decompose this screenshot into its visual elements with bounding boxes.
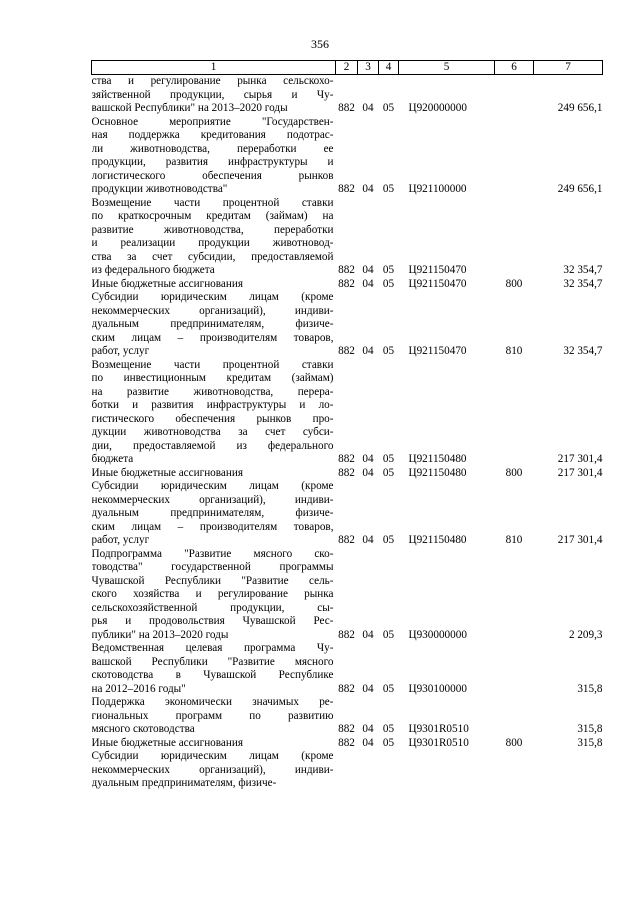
table-row [92,75,603,116]
target-article-code: Ц921150470 [408,277,467,290]
item-name-line: развитие животноводства, переработки [91,223,334,236]
section-code: 04 [362,345,374,357]
ministry-code: 882 [338,723,355,735]
subsection-code: 05 [382,628,395,641]
item-name-line: сельскохозяйственной продукции, сы- [91,601,334,614]
item-name-line: Основное мероприятие "Государствен- [91,115,334,128]
column-header: 6 [495,61,534,75]
section-code: 04 [362,183,374,195]
item-name-line: работ, услуг [91,345,150,357]
expense-type-code: 800 [505,736,523,749]
item-name-line: ботки и развития инфраструктуры и ло- [91,399,334,411]
subsection-code: 05 [382,264,395,276]
item-name-line: ским лицам – производителям товаров, [91,331,334,344]
table-row [92,291,603,359]
item-name-line: вашской Республики" на 2013–2020 годы [91,102,288,114]
section-code: 04 [362,466,374,479]
item-name-line: Возмещение части процентной ставки [91,358,334,371]
column-header: 2 [336,61,358,75]
item-name-line: Подпрограмма "Развитие мясного ско- [91,547,334,560]
ministry-code: 882 [338,628,355,641]
expense-type-code [495,696,534,737]
item-name-line: ского хозяйства и регулирование рынка [91,588,334,600]
table-row [92,197,603,278]
ministry-code: 882 [338,277,355,290]
amount: 32 354,7 [563,345,603,357]
amount: 217 301,4 [557,466,603,479]
item-name [92,278,336,292]
target-article-code: Ц930000000 [408,628,467,641]
target-article-code: Ц9301R0510 [408,736,469,749]
amount: 315,8 [577,736,603,749]
item-name-line: дукции животноводства за счет субси- [91,426,334,438]
amount: 249 656,1 [557,102,603,114]
item-name [92,750,336,791]
subsection-code [379,750,399,791]
item-name-line: логистического обеспечения рынков [91,169,334,182]
subsection-code: 05 [382,453,395,465]
subsection-code: 05 [382,102,395,114]
ministry-code: 882 [338,102,355,114]
item-name-line: дии, предоставляемой из федерального [91,439,334,452]
amount: 249 656,1 [557,183,603,195]
table-row [92,359,603,467]
column-number-header [92,61,603,75]
item-name-line: товодства" государственной программы [91,561,334,573]
table-row [92,737,603,751]
expense-type-code [495,642,534,696]
item-name-line: зяйственной продукции, сырья и Чу- [91,88,334,101]
column-header: 7 [534,61,603,75]
item-name-line: ли животноводства, переработки ее [91,142,334,155]
target-article-code: Ц9301R0510 [408,723,469,735]
item-name-line: Поддержка экономически значимых ре- [91,696,334,708]
item-name-line: Чувашской Республики "Развитие сель- [91,574,334,587]
column-header: 1 [92,61,336,75]
item-name-line: Ведомственная целевая программа Чу- [91,642,334,654]
table-row [92,480,603,548]
amount: 217 301,4 [557,534,603,546]
item-name-line: Иные бюджетные ассигнования [91,466,243,479]
item-name-line: скотоводства в Чувашской Республике [91,669,334,681]
ministry-code [336,750,358,791]
section-code: 04 [362,453,374,465]
item-name-line: мясного скотоводства [91,723,195,735]
subsection-code: 05 [382,183,395,195]
item-name-line: бюджета [91,453,134,465]
item-name [92,696,336,737]
item-name-line: работ, услуг [91,534,150,546]
item-name [92,291,336,359]
item-name-line: некоммерческих организаций), индиви- [91,304,334,317]
item-name-line: на 2012–2016 годы" [91,682,186,695]
subsection-code: 05 [382,736,395,749]
item-name-line: Субсидии юридическим лицам (кроме [91,291,334,303]
item-name [92,642,336,696]
item-name [92,359,336,467]
target-article-code: Ц930100000 [408,682,467,695]
target-article-code: Ц921150470 [408,345,467,357]
item-name-line: Субсидии юридическим лицам (кроме [91,480,334,492]
section-code: 04 [362,736,374,749]
table-row [92,467,603,481]
item-name [92,480,336,548]
item-name-line: из федерального бюджета [91,264,215,276]
target-article-code [399,750,495,791]
item-name-line: и реализации продукции животновод- [91,237,334,249]
expense-type-code: 800 [505,466,523,479]
section-code: 04 [362,682,374,695]
expense-type-code [495,359,534,467]
expense-type-code [495,548,534,643]
item-name-line: гистического обеспечения рынков про- [91,412,334,425]
table-row [92,278,603,292]
budget-table [91,60,603,791]
subsection-code: 05 [382,277,395,290]
column-header: 3 [358,61,379,75]
target-article-code: Ц921150480 [408,466,467,479]
item-name-line: Возмещение части процентной ставки [91,196,334,209]
subsection-code: 05 [382,466,395,479]
amount: 315,8 [577,682,603,695]
target-article-code: Ц921100000 [408,183,467,195]
section-code: 04 [362,534,374,546]
table-row [92,548,603,643]
item-name-line: публики" на 2013–2020 годы [91,628,229,641]
item-name-line: некоммерческих организаций), индиви- [91,763,334,776]
item-name-line: Субсидии юридическим лицам (кроме [91,750,334,762]
ministry-code: 882 [338,534,355,546]
table-row [92,642,603,696]
item-name [92,548,336,643]
item-name-line: ства за счет субсидии, предоставляемой [91,250,334,263]
item-name-line: некоммерческих организаций), индиви- [91,493,334,506]
target-article-code: Ц920000000 [408,102,467,114]
amount [534,750,603,791]
subsection-code: 05 [382,723,395,735]
item-name-line: Иные бюджетные ассигнования [91,736,243,749]
target-article-code: Ц921150480 [408,534,467,546]
subsection-code: 05 [382,534,395,546]
item-name-line: ная поддержка кредитования подотрас- [91,129,334,141]
expense-type-code: 810 [505,534,523,546]
item-name-line: продукции животноводства" [91,183,228,195]
section-code: 04 [362,264,374,276]
ministry-code: 882 [338,345,355,357]
amount: 32 354,7 [563,264,603,276]
target-article-code: Ц921150480 [408,453,467,465]
ministry-code: 882 [338,682,355,695]
table-body [92,75,603,791]
table-row [92,750,603,791]
item-name-line: вашской Республики "Развитие мясного [91,655,334,668]
column-header: 4 [379,61,399,75]
item-name-line: по инвестиционным кредитам (займам) [91,372,334,384]
expense-type-code [495,750,534,791]
expense-type-code [495,197,534,278]
item-name-line: ским лицам – производителям товаров, [91,520,334,533]
item-name-line: на развитие животноводства, перера- [91,385,334,398]
item-name [92,75,336,116]
amount: 315,8 [577,723,603,735]
expense-type-code [495,75,534,116]
amount: 2 209,3 [568,628,603,641]
expense-type-code: 810 [505,345,523,357]
item-name-line: ства и регулирование рынка сельскохо- [91,75,334,87]
item-name-line: гиональных программ по развитию [91,709,334,722]
amount: 217 301,4 [557,453,603,465]
column-header: 5 [399,61,495,75]
item-name [92,737,336,751]
target-article-code: Ц921150470 [408,264,467,276]
section-code: 04 [362,628,374,641]
item-name-line: дуальным предпринимателям, физиче- [91,318,334,330]
ministry-code: 882 [338,736,355,749]
table-row [92,116,603,197]
section-code: 04 [362,102,374,114]
item-name-line: по краткосрочным кредитам (займам) на [91,210,334,222]
ministry-code: 882 [338,183,355,195]
expense-type-code: 800 [505,277,523,290]
page-number: 356 [311,37,329,51]
item-name-line: Иные бюджетные ассигнования [91,277,243,290]
item-name [92,197,336,278]
item-name-line: продукции, развития инфраструктуры и [91,156,334,168]
item-name-line: дуальным предпринимателям, физиче- [91,777,277,789]
amount: 32 354,7 [563,277,603,290]
section-code [358,750,379,791]
item-name-line: рья и продовольствия Чувашской Рес- [91,615,334,627]
item-name [92,467,336,481]
subsection-code: 05 [382,682,395,695]
subsection-code: 05 [382,345,395,357]
item-name [92,116,336,197]
ministry-code: 882 [338,466,355,479]
ministry-code: 882 [338,264,355,276]
ministry-code: 882 [338,453,355,465]
section-code: 04 [362,723,374,735]
section-code: 04 [362,277,374,290]
table-row [92,696,603,737]
expense-type-code [495,116,534,197]
item-name-line: дуальным предпринимателям, физиче- [91,507,334,519]
